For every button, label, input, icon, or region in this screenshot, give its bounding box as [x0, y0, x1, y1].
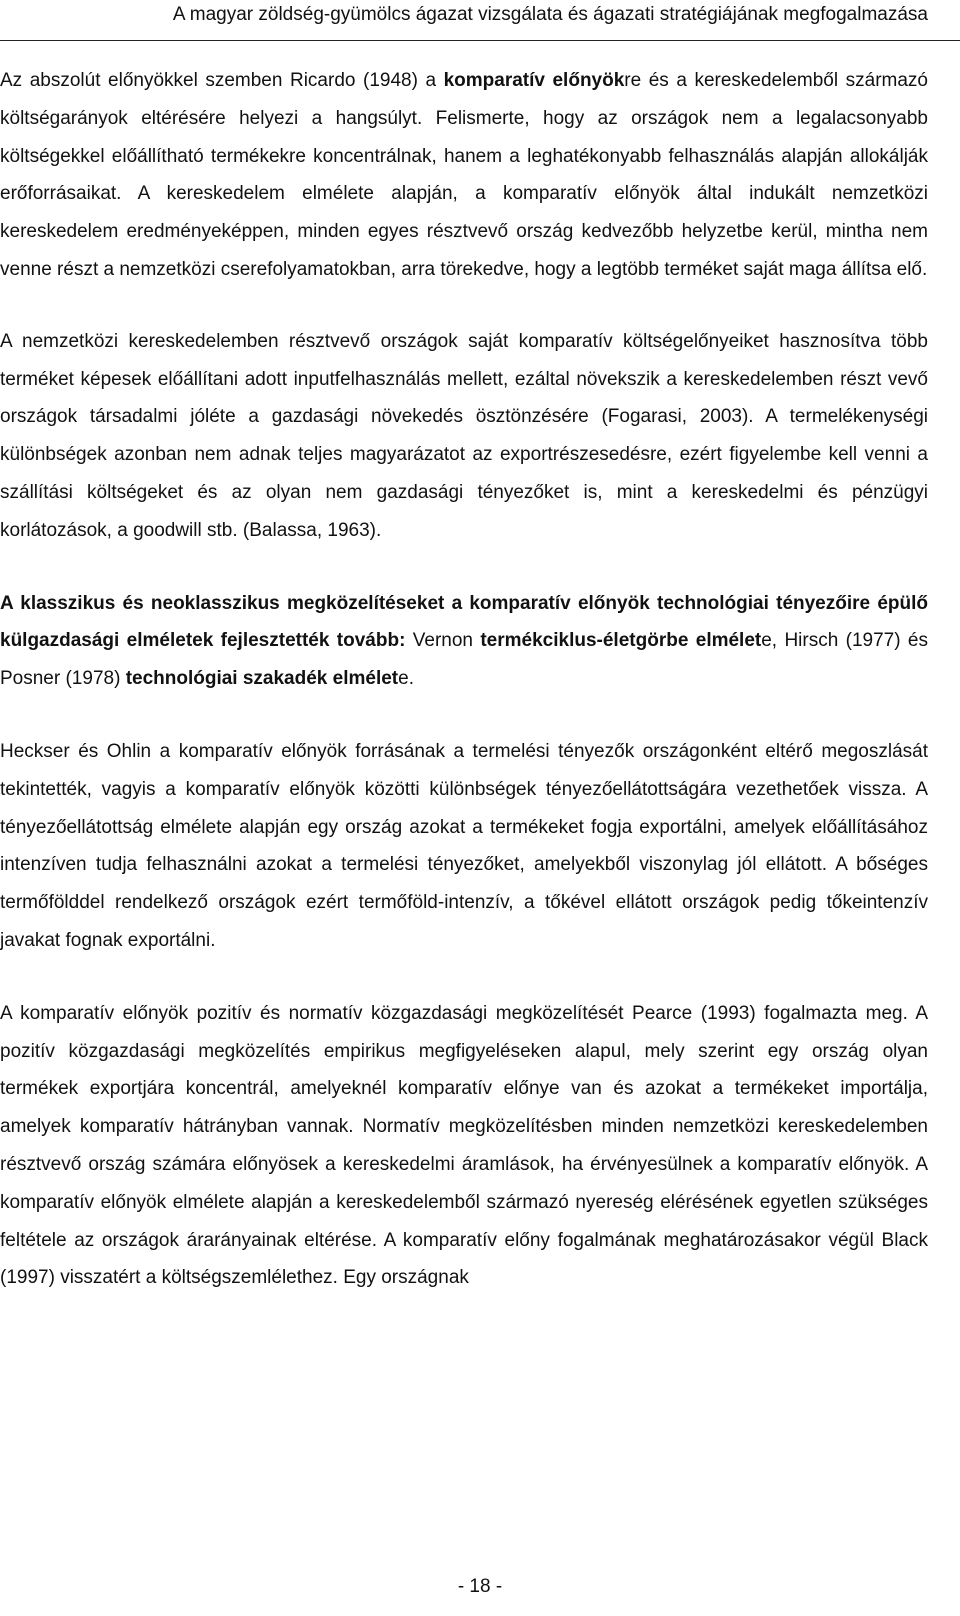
paragraph-text: Vernon — [405, 630, 481, 652]
bold-term-product-cycle: termékciklus-életgörbe elmélet — [480, 630, 762, 652]
paragraph-international-trade: A nemzetközi kereskedelemben résztvevő országok saját komparatív költségelőnyeiket hasznosítva több terméket képesek előállítani adott inputfelhasználás mellett, ezáltal növekszik a kereskedelemben részt vevő országok társadalmi jóléte a gazdasági növekedés ösztönzésére (Fogarasi, 2003). A termelékenységi különbségek azonban nem adnak teljes magyarázatot az exportrészesedésre, ezért figyelembe kell venni a szállítási költségeket és az olyan nem gazdasági tényezőket is, mint a kereskedelmi és pénzügyi korlátozások, a goodwill stb. (Balassa, 1963). — [0, 330, 928, 541]
running-header: A magyar zöldség-gyümölcs ágazat vizsgálata és ágazati stratégiájának megfogalmazása — [172, 4, 928, 25]
page-number: - 18 - — [457, 1576, 503, 1597]
paragraph-text: e, Hirsch (1977) és Posner (1978) — [0, 630, 928, 690]
page-body — [0, 62, 928, 1332]
paragraph-pearce: A komparatív előnyök pozitív és normatív közgazdasági megközelítését Pearce (1993) fogalmazta meg. A pozitív közgazdasági megközelítés empirikus megfigyeléseken alapul, mely szerint egy ország olyan termékek exportjára koncentrál, amelyeknél komparatív előnye van és azokat a termékeket importálja, amelyek komparatív hátrányban vannak. Normatív megközelítésben minden nemzetközi kereskedelemben résztvevő ország számára előnyösek a kereskedelmi áramlások, ha érvényesülnek a komparatív előnyök. A komparatív előnyök elmélete alapján a kereskedelemből származó nyereség elérésének egyetlen szükséges feltétele az országok árarányainak eltérése. A komparatív előny fogalmának meghatározásakor végül Black (1997) visszatért a költségszemlélethez. Egy országnak — [0, 1002, 928, 1289]
paragraph-text: e. — [398, 668, 414, 690]
bold-term-technology-gap: technológiai szakadék elmélet — [125, 668, 399, 690]
bold-heading-sentence: A klasszikus és neoklasszikus megközelítéseket a komparatív előnyök technológiai tényezőire épülő külgazdasági elméletek fejlesztették tovább: — [0, 592, 928, 652]
bold-term-komparativ-elonyok: komparatív előnyök — [443, 70, 625, 91]
paragraph-text: Az abszolút előnyökkel szemben Ricardo (1948) a — [0, 70, 444, 91]
paragraph-technology-theories — [0, 585, 928, 698]
paragraph-heckscher-ohlin: Heckser és Ohlin a komparatív előnyök forrásának a termelési tényezők országonként eltérő megoszlását tekintették, vagyis a komparatív előnyök közötti különbségek tényezőellátottságára vezethetőek vissza. A tényezőellátottság elmélete alapján egy ország azokat a termékeket fogja exportálni, amelyek előállításához intenzíven tudja felhasználni azokat a termelési tényezőket, amelyekből viszonylag jól ellátott. A bőséges termőfölddel rendelkező országok ezért termőföld-intenzív, a tőkével ellátott országok pedig tőkeintenzív javakat fognak exportálni. — [0, 740, 928, 951]
header-divider — [0, 40, 960, 41]
paragraph-ricardo — [0, 62, 928, 289]
paragraph-text: re és a kereskedelemből származó költségarányok eltérésére helyezi a hangsúlyt. Felismerte, hogy az országok nem a legalacsonyabb költségekkel előállítható termékekre koncentrálnak, hanem a leghatékonyabb felhasználás alapján allokálják erőforrásaikat. A kereskedelem elmélete alapján, a komparatív előnyök által indukált nemzetközi kereskedelem eredményeképpen, minden egyes résztvevő ország kedvezőbb helyzetbe kerül, mintha nem venne részt a nemzetközi cserefolyamatokban, arra törekedve, hogy a legtöbb terméket saját maga állítsa elő. — [0, 70, 928, 280]
